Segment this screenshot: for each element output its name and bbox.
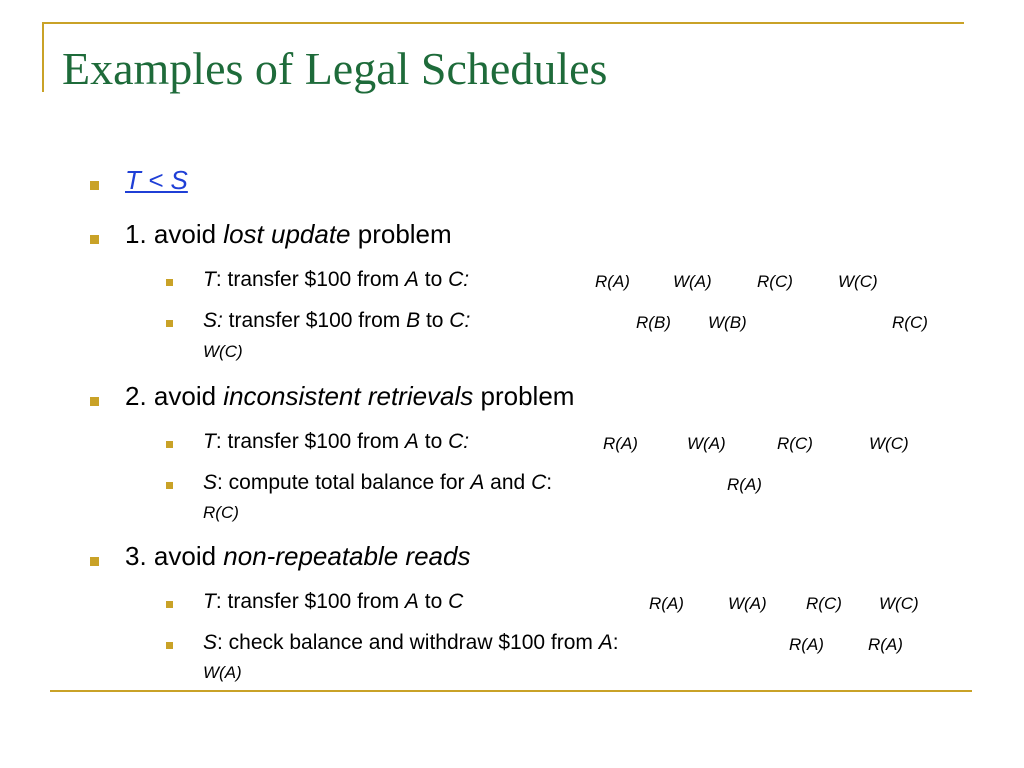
op-label: W(C): [203, 342, 243, 361]
op-label: R(B): [636, 313, 671, 332]
sub-item-T-non-repeatable: T: transfer $100 from A to C: [203, 590, 464, 613]
op-label: R(C): [892, 313, 928, 332]
sub-bullet-square-icon: [166, 320, 173, 327]
top-rule: [44, 22, 964, 24]
sub-bullet-square-icon: [166, 601, 173, 608]
slide-title: Examples of Legal Schedules: [62, 43, 608, 94]
op-label: R(A): [603, 434, 638, 453]
sub-bullet-square-icon: [166, 642, 173, 649]
op-label: W(A): [728, 594, 767, 613]
op-label: R(C): [806, 594, 842, 613]
bullet-square-icon: [90, 181, 99, 190]
bullet-square-icon: [90, 557, 99, 566]
op-label: R(A): [868, 635, 903, 654]
bullet-square-icon: [90, 397, 99, 406]
op-label: W(C): [838, 272, 878, 291]
op-label: R(A): [789, 635, 824, 654]
op-label: W(A): [687, 434, 726, 453]
sub-item-S-non-repeatable: S: check balance and withdraw $100 from A:: [203, 631, 619, 654]
sub-item-T-lost-update: T: transfer $100 from A to C:: [203, 268, 470, 291]
sub-item-S-inconsistent: S: compute total balance for A and C:: [203, 471, 553, 494]
op-label: R(C): [777, 434, 813, 453]
sub-item-T-inconsistent: T: transfer $100 from A to C:: [203, 430, 470, 453]
sub-bullet-square-icon: [166, 482, 173, 489]
op-label: R(C): [203, 503, 239, 522]
sub-bullet-square-icon: [166, 441, 173, 448]
bullet-inconsistent-retrievals: 2. avoid inconsistent retrievals problem: [125, 381, 575, 411]
op-label: W(A): [203, 663, 242, 682]
op-label: W(C): [879, 594, 919, 613]
bottom-rule: [50, 690, 972, 692]
op-label: W(C): [869, 434, 909, 453]
sub-bullet-square-icon: [166, 279, 173, 286]
ts-link-text[interactable]: T < S: [125, 165, 188, 195]
op-label: R(A): [649, 594, 684, 613]
op-label: R(A): [595, 272, 630, 291]
op-label: W(B): [708, 313, 747, 332]
bullet-square-icon: [90, 235, 99, 244]
op-label: R(A): [727, 475, 762, 494]
op-label: W(A): [673, 272, 712, 291]
bullet-lost-update: 1. avoid lost update problem: [125, 219, 452, 249]
op-label: R(C): [757, 272, 793, 291]
sub-item-S-lost-update: S: transfer $100 from B to C:: [203, 309, 471, 332]
bullet-non-repeatable-reads: 3. avoid non-repeatable reads: [125, 541, 471, 571]
bullet-ts-link[interactable]: [125, 165, 188, 196]
left-rule: [42, 22, 44, 92]
